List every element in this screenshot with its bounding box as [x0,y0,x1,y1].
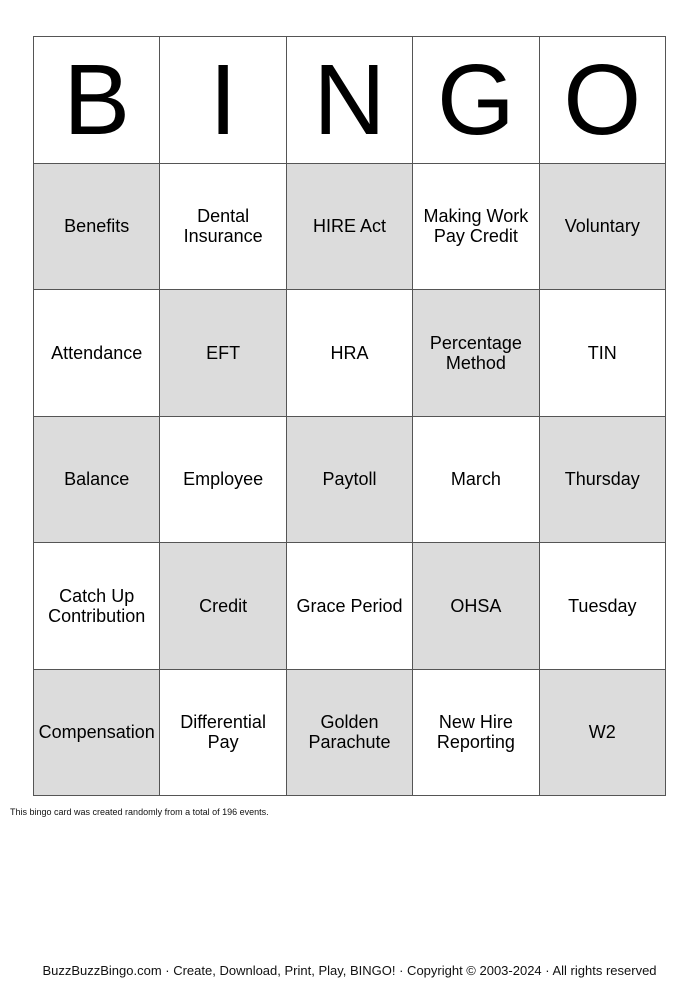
bingo-cell: Thursday [540,417,666,544]
bingo-cell: Credit [160,543,286,670]
bingo-cell: Tuesday [540,543,666,670]
bingo-cell: EFT [160,290,286,417]
bingo-cell: TIN [540,290,666,417]
bingo-cell: Compensation [34,670,160,797]
bingo-cell: Grace Period [287,543,413,670]
bingo-cell: Balance [34,417,160,544]
bingo-cell: Percentage Method [413,290,539,417]
bingo-cell: Dental Insurance [160,164,286,291]
bingo-cell: Golden Parachute [287,670,413,797]
page-footer: BuzzBuzzBingo.com · Create, Download, Print, Play, BINGO! · Copyright © 2003-2024 · All rights reserved [42,963,657,978]
header-letter-i: I [160,37,286,164]
bingo-cell: Making Work Pay Credit [413,164,539,291]
bingo-cell: Differential Pay [160,670,286,797]
header-letter-g: G [413,37,539,164]
bingo-cell: Paytoll [287,417,413,544]
bingo-cell: HRA [287,290,413,417]
bingo-cell: Catch Up Contribution [34,543,160,670]
header-letter-n: N [287,37,413,164]
header-letter-b: B [34,37,160,164]
bingo-cell: New Hire Reporting [413,670,539,797]
header-letter-o: O [540,37,666,164]
bingo-cell: Attendance [34,290,160,417]
bingo-card [33,36,666,796]
bingo-cell: W2 [540,670,666,797]
bingo-cell: OHSA [413,543,539,670]
card-note: This bingo card was created randomly from a total of 196 events. [10,807,269,817]
bingo-cell: Benefits [34,164,160,291]
bingo-cell: March [413,417,539,544]
bingo-cell: Voluntary [540,164,666,291]
bingo-cell: Employee [160,417,286,544]
bingo-cell: HIRE Act [287,164,413,291]
